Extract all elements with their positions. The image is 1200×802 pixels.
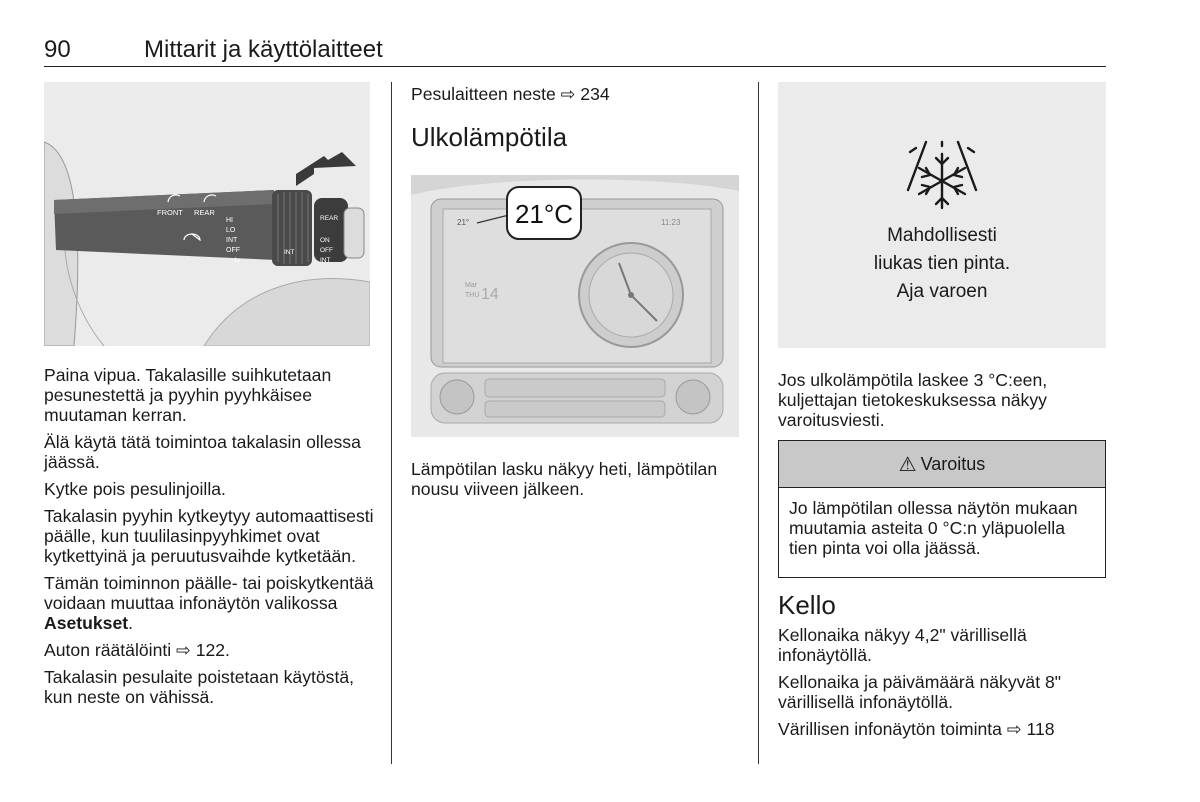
arrow-icon: ⇨ <box>176 640 191 660</box>
ref-text: Pesulaitteen neste <box>411 84 556 104</box>
warning-title: Varoitus <box>920 453 986 474</box>
info-display-illustration <box>411 175 739 437</box>
paragraph: Lämpötilan lasku näkyy heti, lämpötilan nousu viiveen jälkeen. <box>411 459 718 499</box>
label-rear: REAR <box>194 208 215 217</box>
arrow-icon: ⇨ <box>560 84 576 104</box>
paragraph: Takalasin pesulaite poistetaan käytöstä, kun neste on vähissä. <box>44 667 355 707</box>
arrow-icon: ⇨ <box>1006 719 1022 739</box>
small-temperature: 21° <box>457 218 470 227</box>
warning-triangle-icon: ⚠ <box>898 453 917 476</box>
paragraph: Takalasin pyyhin kytkeytyy automaattisesti päälle, kun tuulilasinpyyhkimet ovat kytkettyinä ja peruutusvaihde kytketään. <box>44 506 374 566</box>
column-divider-1 <box>391 82 392 764</box>
paragraph: Kytke pois pesulinjoilla. <box>44 479 226 499</box>
warning-box <box>778 440 1106 578</box>
message-line: liukas tien pinta. <box>873 253 1011 274</box>
warning-message-figure <box>778 82 1106 348</box>
day-label-2: THU <box>465 292 480 299</box>
icy-road-icon <box>908 142 976 208</box>
paragraph <box>44 573 374 633</box>
label-front: FRONT <box>157 208 183 217</box>
paragraph: Kellonaika näkyy 4,2" värillisellä infonäytöllä. <box>778 625 1027 665</box>
column-1-text <box>44 365 374 714</box>
info-display-figure <box>411 175 739 437</box>
label-rear-cap: REAR <box>320 215 339 222</box>
cross-reference <box>778 719 1108 739</box>
label-off: OFF <box>226 247 240 254</box>
warning-header <box>779 441 1105 488</box>
label-hi: HI <box>226 217 233 224</box>
label-int-ring: INT <box>284 249 295 256</box>
label-off-cap: OFF <box>320 247 333 254</box>
paragraph: Jos ulkolämpötila laskee 3 °C:een, kuljettajan tietokeskuksessa näkyy varoitusviesti. <box>778 370 1048 430</box>
menu-name: Asetukset <box>44 613 129 633</box>
paragraph: Paina vipua. Takalasille suihkutetaan pesunestettä ja pyyhin pyyhkäisee muutaman kerran. <box>44 365 332 425</box>
column-3-clock <box>778 590 1108 746</box>
warning-body <box>779 488 1105 568</box>
section-heading: Ulkolämpötila <box>411 122 568 152</box>
ref-page[interactable]: 234 <box>580 84 610 104</box>
page-number: 90 <box>44 36 71 63</box>
column-3-intro <box>778 370 1108 437</box>
label-on: ON <box>320 237 330 244</box>
ref-page[interactable]: 118 <box>1026 719 1055 739</box>
label-1x: 1x <box>234 258 241 264</box>
column-divider-2 <box>758 82 759 764</box>
small-clock: 11:23 <box>661 218 681 227</box>
warning-text: Jo lämpötilan ollessa näytön mukaan muutamia asteita 0 °C:n yläpuolella tien pinta voi olla jäässä. <box>789 498 1078 558</box>
message-line: Aja varoen <box>896 281 988 302</box>
slippery-road-illustration <box>778 82 1106 348</box>
paragraph: Kellonaika ja päivämäärä näkyvät 8" värillisellä infonäytöllä. <box>778 672 1062 712</box>
paragraph: Älä käytä tätä toimintoa takalasin ollessa jäässä. <box>44 432 361 472</box>
temperature-readout: 21°C <box>514 199 574 229</box>
label-lo: LO <box>226 227 236 234</box>
ref-text: Auton räätälöinti <box>44 640 172 660</box>
wiper-lever-illustration <box>44 82 370 346</box>
column-2-text <box>411 459 741 506</box>
text-span: . <box>128 613 133 633</box>
page-header <box>44 36 1106 67</box>
label-int-cap: INT <box>320 257 331 264</box>
text-span: Tämän toiminnon päälle- tai poiskytkentää voidaan muuttaa infonäytön valikossa <box>44 573 374 613</box>
cross-reference <box>411 84 741 104</box>
message-line: Mahdollisesti <box>887 225 997 246</box>
ref-page[interactable]: 122. <box>195 640 230 660</box>
column-2-top <box>411 84 741 153</box>
warning-message-text <box>778 222 1106 306</box>
label-int: INT <box>226 237 238 244</box>
wiper-lever-figure <box>44 82 370 346</box>
ref-text: Värillisen infonäytön toiminta <box>778 719 1002 739</box>
day-label: Mar <box>465 282 478 289</box>
chapter-title: Mittarit ja käyttölaitteet <box>144 36 383 63</box>
section-heading: Kello <box>778 590 836 620</box>
cross-reference <box>44 640 374 660</box>
date-number: 14 <box>481 286 499 303</box>
